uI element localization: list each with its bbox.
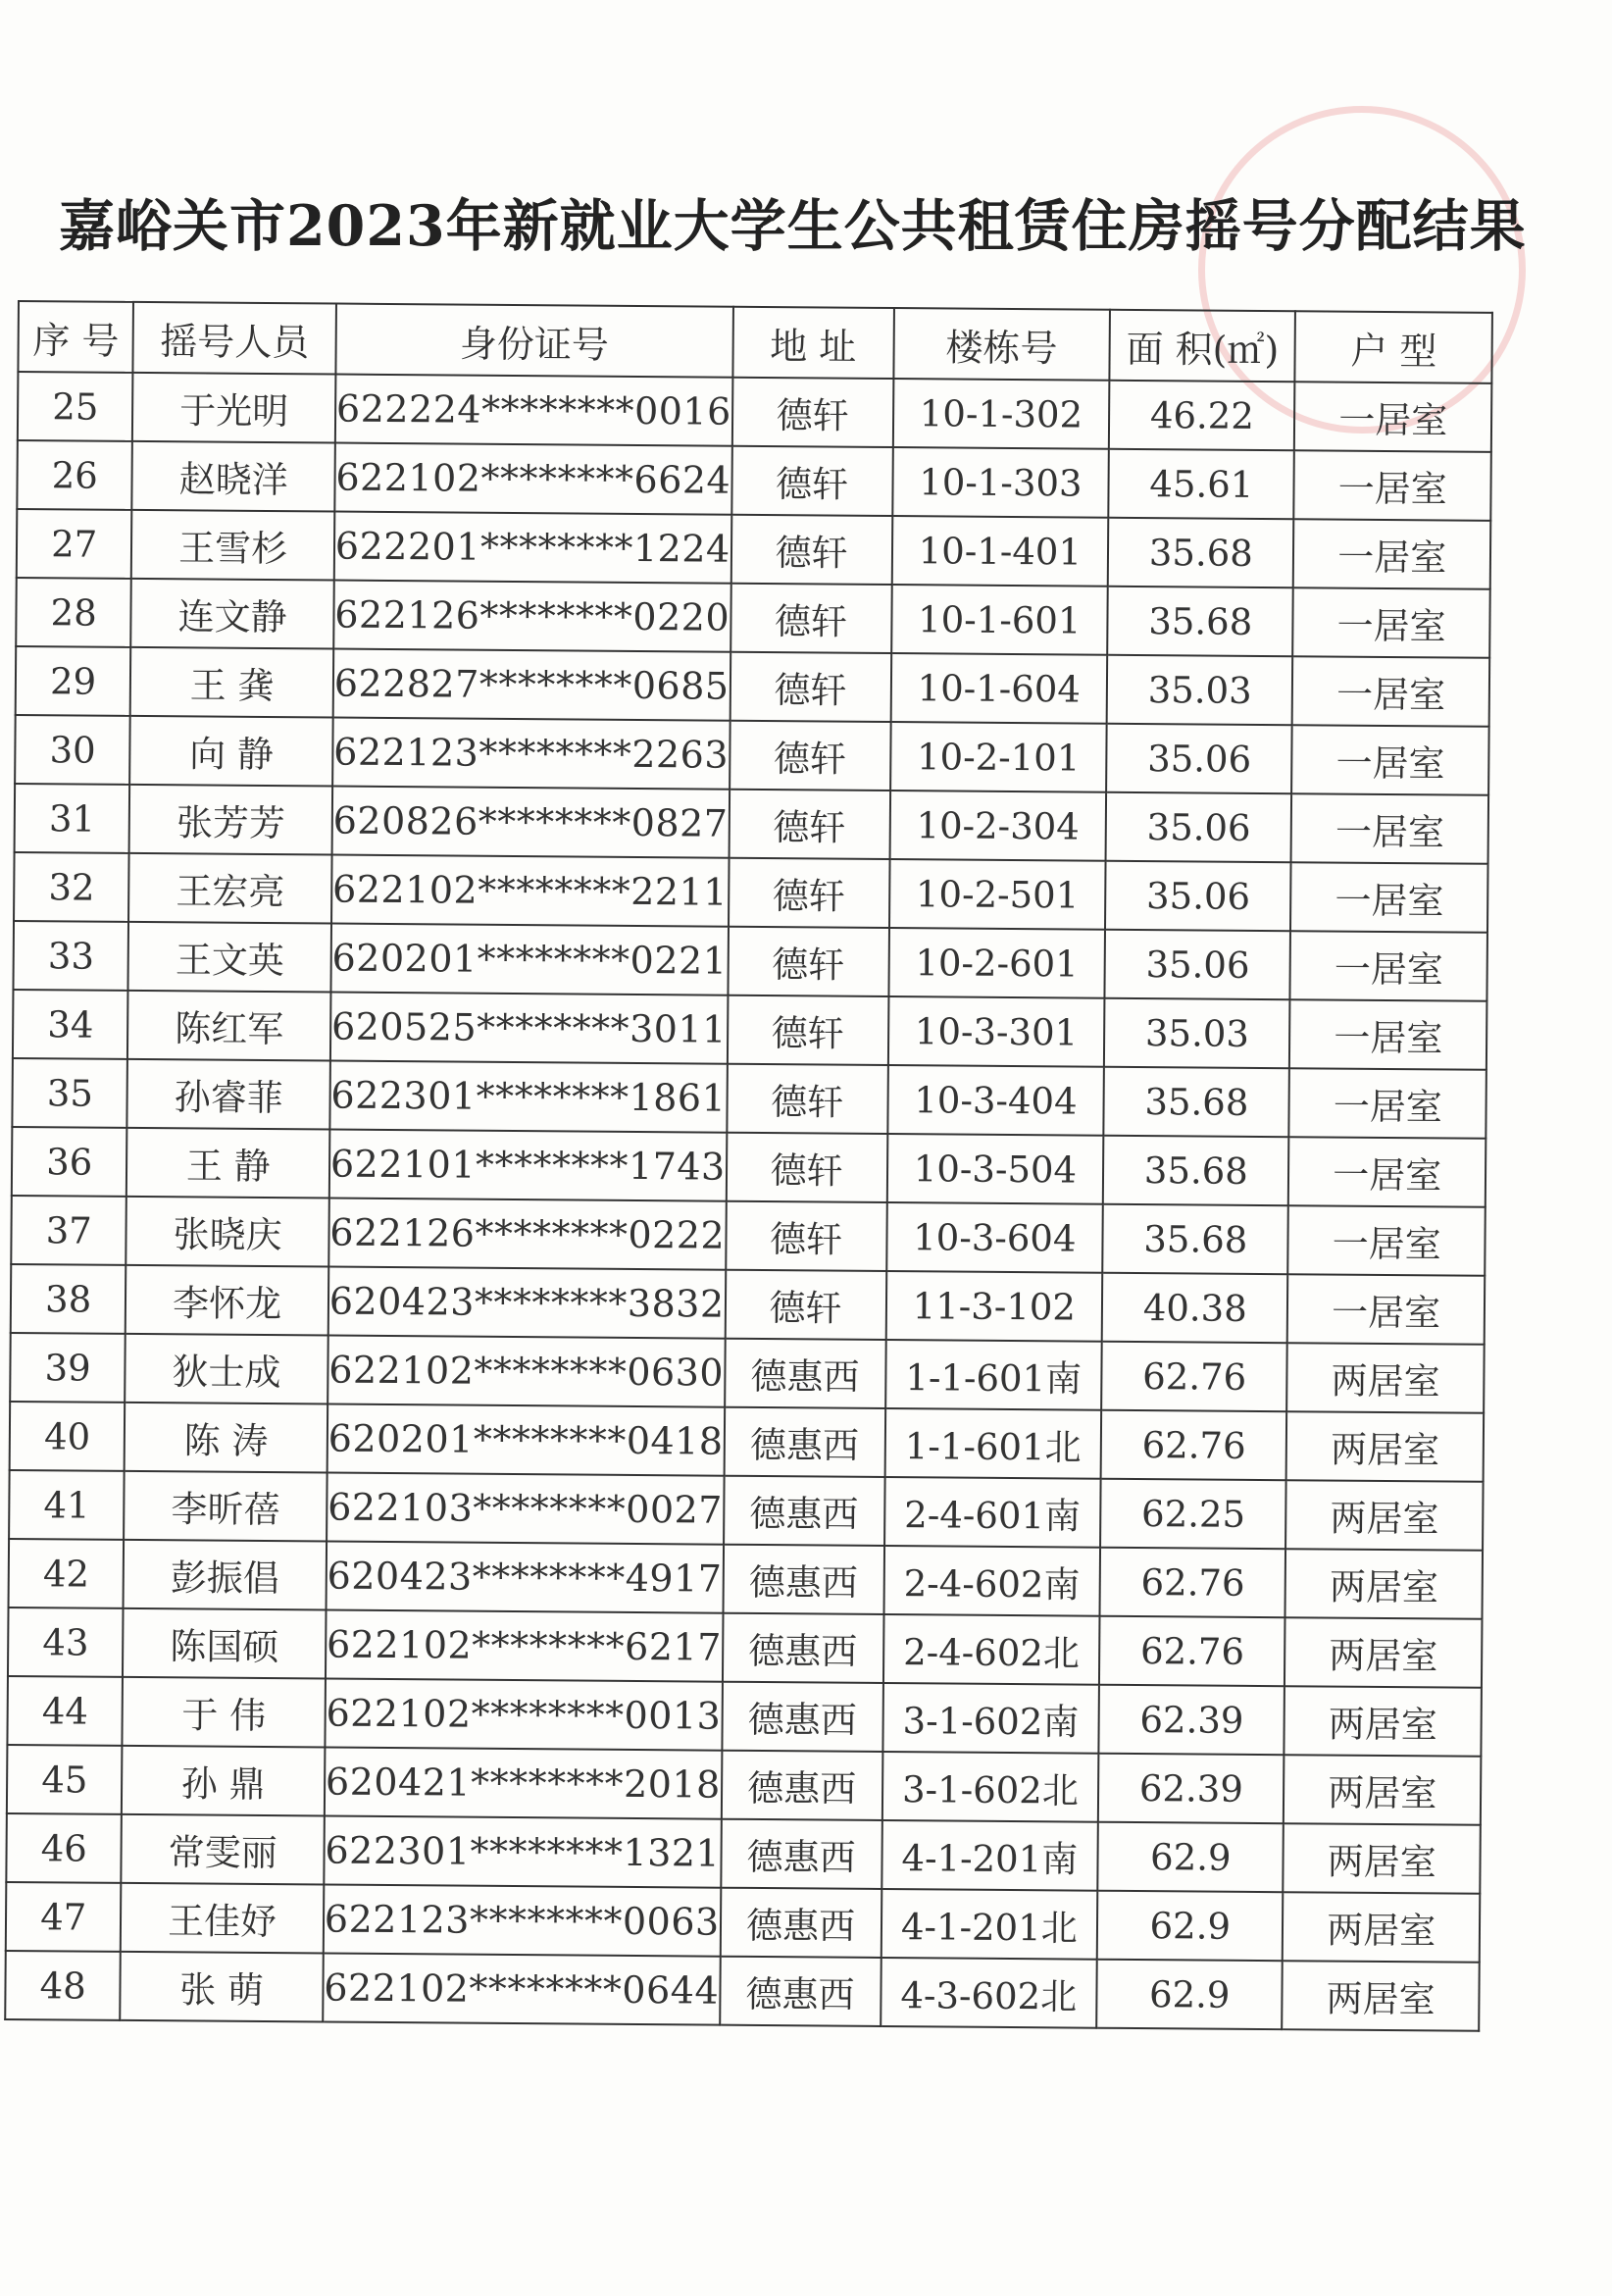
header-unit-type: 户 型	[1295, 311, 1492, 383]
cell-id-number: 622102********6217	[326, 1610, 723, 1682]
cell-address: 德轩	[731, 378, 892, 447]
cell-area: 62.39	[1098, 1754, 1285, 1823]
cell-address: 德轩	[728, 927, 888, 996]
cell-id-number: 622102********0630	[327, 1336, 725, 1407]
table-row	[6, 1813, 1481, 1894]
page-title: 嘉峪关市2023年新就业大学生公共租赁住房摇号分配结果	[59, 193, 1527, 259]
table-row	[13, 990, 1487, 1070]
cell-id-number: 620201********0418	[327, 1404, 724, 1476]
table-row	[13, 921, 1487, 1001]
cell-building: 4-1-201北	[881, 1889, 1097, 1960]
cell-building: 1-1-601南	[885, 1340, 1102, 1410]
cell-address: 德轩	[731, 446, 892, 516]
cell-id-number: 622102********6624	[334, 443, 731, 515]
cell-seq: 47	[6, 1882, 122, 1952]
cell-area: 62.76	[1101, 1342, 1287, 1411]
cell-unit-type: 两居室	[1285, 1686, 1482, 1757]
cell-address: 德惠西	[723, 1545, 883, 1614]
cell-seq: 38	[11, 1264, 126, 1334]
cell-address: 德惠西	[723, 1613, 883, 1683]
cell-area: 62.25	[1100, 1479, 1286, 1549]
cell-seq: 33	[13, 921, 128, 991]
cell-id-number: 622101********1743	[329, 1130, 727, 1201]
cell-address: 德惠西	[724, 1407, 884, 1477]
cell-area: 62.76	[1100, 1548, 1286, 1617]
cell-building: 10-1-604	[890, 653, 1107, 724]
cell-building: 10-3-301	[887, 996, 1104, 1067]
cell-address: 德轩	[725, 1270, 885, 1340]
table-row	[16, 578, 1490, 658]
cell-name: 王宏亮	[128, 853, 331, 924]
cell-unit-type: 一居室	[1292, 656, 1489, 727]
cell-seq: 37	[11, 1196, 126, 1265]
cell-seq: 29	[16, 646, 131, 716]
cell-building: 2-4-601南	[884, 1477, 1101, 1548]
cell-area: 45.61	[1108, 449, 1294, 519]
cell-address: 德轩	[729, 790, 889, 859]
cell-address: 德惠西	[720, 1888, 881, 1958]
cell-name: 孙 鼎	[122, 1746, 325, 1816]
cell-id-number: 622103********0027	[327, 1473, 724, 1545]
cell-area: 35.68	[1102, 1204, 1288, 1274]
cell-address: 德惠西	[720, 1957, 881, 2026]
cell-area: 62.9	[1097, 1822, 1284, 1892]
cell-building: 10-3-604	[886, 1202, 1103, 1273]
cell-building: 4-3-602北	[881, 1958, 1097, 2028]
cell-seq: 48	[5, 1951, 121, 2020]
cell-name: 王 龚	[130, 647, 333, 718]
cell-address: 德轩	[730, 584, 891, 653]
cell-seq: 34	[13, 990, 128, 1059]
cell-name: 赵晓洋	[132, 441, 335, 512]
cell-id-number: 622827********0685	[333, 649, 730, 721]
header-name: 摇号人员	[133, 302, 336, 375]
cell-address: 德轩	[730, 515, 891, 585]
cell-area: 35.06	[1106, 792, 1292, 862]
cell-area: 35.06	[1106, 724, 1292, 793]
cell-unit-type: 一居室	[1292, 725, 1489, 795]
cell-name: 李昕蓓	[124, 1471, 327, 1542]
cell-seq: 45	[7, 1745, 123, 1814]
cell-unit-type: 一居室	[1288, 1205, 1486, 1276]
cell-seq: 43	[8, 1607, 124, 1677]
cell-building: 3-1-602南	[882, 1683, 1099, 1754]
cell-area: 62.76	[1101, 1410, 1287, 1480]
cell-seq: 44	[7, 1676, 123, 1746]
cell-area: 35.68	[1104, 1067, 1290, 1137]
header-seq: 序 号	[18, 301, 133, 373]
table-row	[8, 1607, 1483, 1688]
cell-seq: 31	[15, 784, 130, 853]
cell-seq: 26	[17, 440, 132, 510]
cell-name: 陈国硕	[123, 1608, 326, 1679]
cell-id-number: 620423********3832	[328, 1267, 726, 1339]
cell-area: 46.22	[1109, 381, 1295, 450]
cell-seq: 42	[9, 1539, 125, 1608]
cell-name: 李怀龙	[126, 1265, 328, 1336]
table-row	[7, 1745, 1482, 1825]
cell-area: 35.68	[1108, 518, 1294, 587]
cell-address: 德轩	[728, 995, 888, 1065]
cell-unit-type: 两居室	[1284, 1823, 1481, 1894]
cell-id-number: 622301********1861	[329, 1061, 727, 1133]
cell-area: 35.68	[1103, 1136, 1289, 1205]
cell-building: 10-1-302	[892, 379, 1109, 449]
table-row	[11, 1196, 1486, 1276]
cell-seq: 36	[12, 1127, 127, 1197]
cell-area: 35.03	[1104, 998, 1290, 1068]
cell-id-number: 622102********0013	[325, 1679, 722, 1751]
cell-unit-type: 一居室	[1293, 587, 1490, 658]
table-row	[12, 1127, 1486, 1207]
cell-area: 35.03	[1107, 655, 1293, 725]
cell-id-number: 620423********4917	[326, 1542, 723, 1613]
cell-building: 10-2-304	[889, 791, 1106, 861]
cell-seq: 32	[14, 852, 129, 922]
table-row	[12, 1058, 1486, 1139]
table-row	[7, 1676, 1482, 1757]
cell-unit-type: 两居室	[1285, 1480, 1483, 1551]
cell-area: 35.68	[1107, 587, 1293, 656]
cell-id-number: 622123********2263	[332, 718, 730, 790]
cell-building: 10-1-601	[891, 585, 1108, 655]
table-row	[17, 440, 1491, 521]
cell-unit-type: 一居室	[1289, 999, 1486, 1070]
cell-seq: 30	[15, 715, 130, 785]
cell-unit-type: 一居室	[1289, 1068, 1486, 1139]
cell-name: 张 萌	[121, 1952, 324, 2022]
table-row	[18, 372, 1492, 452]
cell-unit-type: 两居室	[1285, 1617, 1482, 1688]
cell-unit-type: 一居室	[1293, 519, 1490, 589]
cell-name: 张晓庆	[126, 1197, 329, 1267]
cell-seq: 41	[9, 1470, 125, 1540]
cell-unit-type: 两居室	[1284, 1755, 1481, 1825]
cell-area: 62.9	[1097, 1891, 1284, 1961]
header-id: 身份证号	[335, 304, 732, 378]
cell-id-number: 620201********0221	[330, 924, 728, 995]
cell-id-number: 622126********0220	[333, 581, 730, 652]
table-header-row	[18, 301, 1492, 383]
cell-building: 10-1-303	[892, 447, 1109, 518]
table-row	[17, 509, 1491, 589]
cell-unit-type: 两居室	[1283, 1961, 1480, 2031]
cell-name: 王文英	[128, 922, 331, 993]
cell-area: 62.76	[1099, 1616, 1285, 1686]
cell-name: 于光明	[132, 373, 335, 443]
cell-address: 德轩	[730, 652, 890, 722]
cell-area: 35.06	[1105, 930, 1291, 999]
table-row	[11, 1264, 1486, 1345]
cell-building: 10-1-401	[891, 516, 1108, 587]
cell-seq: 40	[10, 1402, 126, 1471]
cell-name: 孙睿菲	[127, 1059, 330, 1130]
cell-unit-type: 两居室	[1286, 1411, 1484, 1482]
cell-address: 德轩	[726, 1201, 886, 1271]
cell-unit-type: 一居室	[1287, 1274, 1485, 1345]
cell-seq: 39	[10, 1333, 126, 1403]
table-row	[16, 646, 1490, 727]
cell-id-number: 622102********2211	[331, 855, 729, 927]
cell-id-number: 622126********0222	[328, 1199, 726, 1270]
cell-seq: 46	[6, 1813, 122, 1883]
table-row	[9, 1470, 1484, 1551]
cell-name: 常雯丽	[122, 1814, 325, 1885]
cell-name: 陈红军	[127, 991, 330, 1061]
cell-name: 陈 涛	[125, 1403, 327, 1473]
cell-name: 于 伟	[123, 1677, 326, 1748]
cell-name: 王 静	[126, 1128, 329, 1199]
table-row	[15, 784, 1489, 864]
cell-building: 10-2-101	[890, 722, 1107, 792]
table-row	[10, 1333, 1485, 1413]
cell-id-number: 620421********2018	[325, 1748, 722, 1819]
cell-building: 10-2-601	[888, 928, 1105, 998]
cell-name: 狄士成	[126, 1334, 328, 1404]
cell-building: 2-4-602南	[883, 1546, 1100, 1616]
cell-address: 德轩	[729, 858, 889, 928]
cell-address: 德轩	[730, 721, 890, 791]
cell-area: 40.38	[1102, 1273, 1288, 1343]
cell-building: 4-1-201南	[882, 1820, 1098, 1891]
cell-address: 德惠西	[725, 1339, 885, 1408]
cell-address: 德轩	[727, 1064, 887, 1134]
table-row	[15, 715, 1489, 795]
header-address: 地 址	[732, 307, 893, 379]
cell-area: 62.39	[1099, 1685, 1285, 1755]
cell-building: 10-3-504	[886, 1134, 1103, 1204]
cell-unit-type: 一居室	[1294, 382, 1491, 452]
cell-address: 德轩	[726, 1133, 886, 1202]
cell-building: 11-3-102	[885, 1271, 1102, 1342]
cell-name: 彭振倡	[124, 1540, 327, 1610]
cell-unit-type: 一居室	[1291, 793, 1488, 864]
cell-unit-type: 一居室	[1290, 931, 1487, 1001]
table-row	[9, 1539, 1484, 1619]
cell-name: 王雪杉	[131, 510, 334, 581]
cell-seq: 35	[12, 1058, 127, 1128]
cell-unit-type: 两居室	[1287, 1343, 1485, 1413]
cell-id-number: 622224********0016	[335, 375, 732, 446]
cell-name: 连文静	[131, 579, 334, 649]
cell-area: 35.06	[1105, 861, 1291, 931]
cell-id-number: 622301********1321	[324, 1816, 721, 1888]
cell-building: 10-3-404	[887, 1065, 1104, 1136]
cell-address: 德惠西	[721, 1819, 882, 1889]
cell-seq: 25	[18, 372, 133, 441]
cell-name: 王佳妤	[121, 1883, 324, 1954]
cell-area: 62.9	[1096, 1960, 1283, 2029]
cell-address: 德惠西	[721, 1751, 882, 1820]
cell-unit-type: 一居室	[1290, 862, 1487, 933]
cell-id-number: 620525********3011	[330, 993, 728, 1064]
cell-seq: 28	[16, 578, 131, 647]
cell-unit-type: 一居室	[1288, 1137, 1486, 1207]
cell-building: 2-4-602北	[882, 1614, 1099, 1685]
cell-address: 德惠西	[724, 1476, 884, 1546]
cell-building: 10-2-501	[889, 859, 1106, 930]
header-building: 楼栋号	[893, 308, 1110, 381]
table-row	[14, 852, 1488, 933]
cell-id-number: 622102********0644	[323, 1953, 720, 2024]
cell-name: 张芳芳	[129, 785, 332, 855]
cell-id-number: 622123********0063	[324, 1885, 721, 1957]
cell-unit-type: 两居室	[1283, 1892, 1480, 1963]
table-row	[5, 1951, 1480, 2031]
cell-unit-type: 一居室	[1294, 450, 1491, 521]
allocation-table	[4, 300, 1493, 2032]
cell-unit-type: 两居室	[1285, 1549, 1483, 1619]
cell-id-number: 620826********0827	[331, 787, 729, 858]
cell-name: 向 静	[129, 716, 332, 787]
header-area: 面 积(㎡)	[1110, 310, 1296, 382]
table-row	[10, 1402, 1485, 1482]
cell-building: 3-1-602北	[882, 1752, 1098, 1822]
cell-id-number: 622201********1224	[334, 512, 731, 584]
cell-seq: 27	[17, 509, 132, 579]
cell-address: 德惠西	[722, 1682, 882, 1752]
cell-building: 1-1-601北	[884, 1408, 1101, 1479]
table-row	[6, 1882, 1481, 1963]
